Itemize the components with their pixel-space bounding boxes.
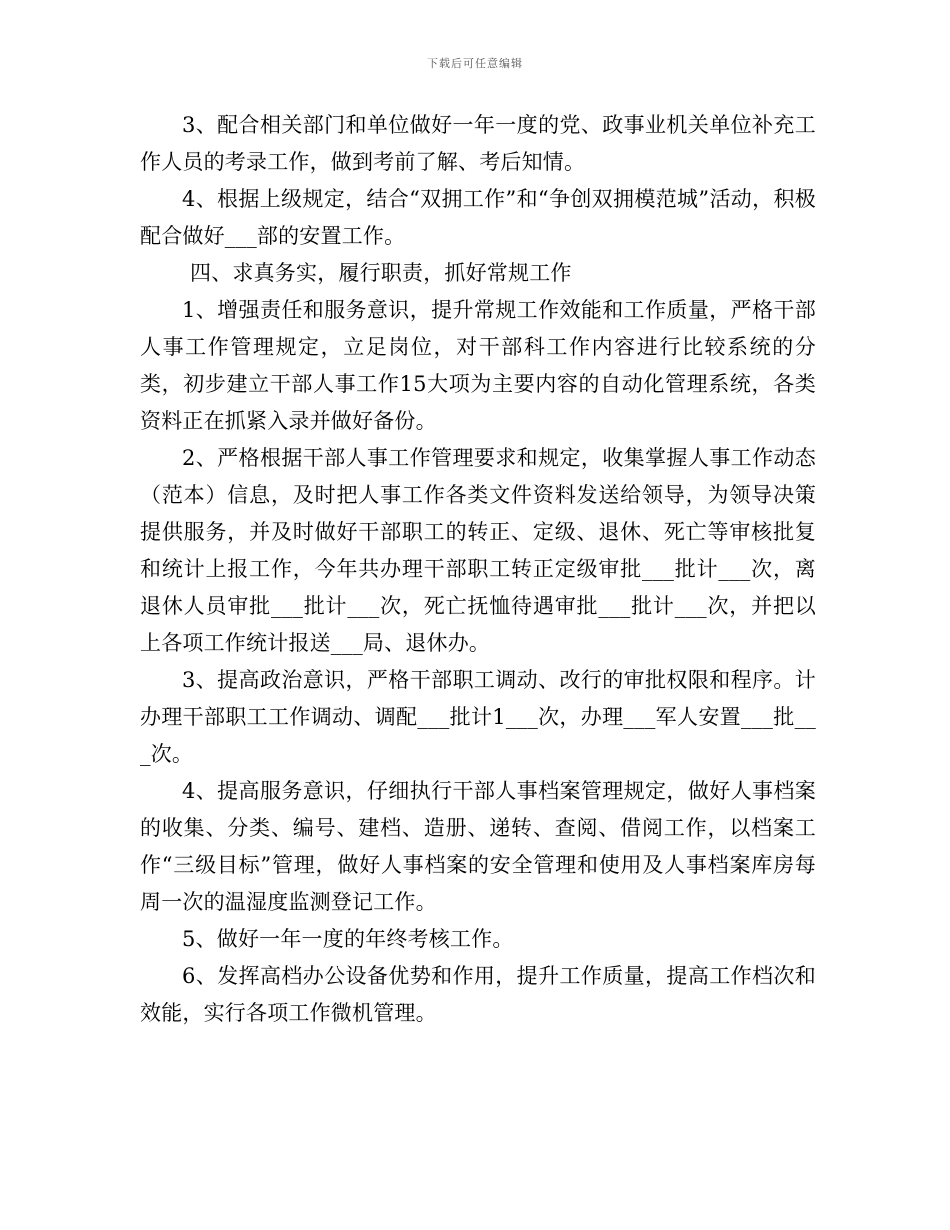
section-heading-four: 四、求真务实，履行职责，抓好常规工作: [190, 261, 572, 285]
paragraph-item-4-archives: 4、提高服务意识，仔细执行干部人事档案管理规定，做好人事档案的收集、分类、编号、建档、造册、递转、查阅、借阅工作，以档案工作“三级目标”管理，做好人事档案的安全管理和使用及人事档案库房每周一次的温湿度监测登记工作。: [140, 779, 816, 914]
header-note: 下载后可任意编辑: [427, 57, 523, 70]
paragraph-item-3-recruitment: 3、配合相关部门和单位做好一年一度的党、政事业机关单位补充工作人员的考录工作，做到考前了解、考后知情。: [140, 113, 816, 174]
paragraph-item-1-responsibility: 1、增强责任和服务意识，提升常规工作效能和工作质量，严格干部人事工作管理规定，立足岗位，对干部科工作内容进行比较系统的分类，初步建立干部人事工作15大项为主要内容的自动化管理系统，各类资料正在抓紧入录并做好备份。: [140, 298, 816, 433]
paragraph-item-3-political: 3、提高政治意识，严格干部职工调动、改行的审批权限和程序。计办理干部职工工作调动、调配___批计1___次，办理___军人安置___批___次。: [140, 668, 816, 766]
paragraph-item-5-assessment: 5、做好一年一度的年终考核工作。: [182, 927, 514, 951]
paragraph-item-6-equipment: 6、发挥高档办公设备优势和作用，提升工作质量，提高工作档次和效能，实行各项工作微机管理。: [140, 964, 816, 1025]
paragraph-item-4-placement: 4、根据上级规定，结合“双拥工作”和“争创双拥模范城”活动，积极配合做好___部的安置工作。: [140, 187, 816, 248]
document-body: [140, 107, 816, 1032]
paragraph-item-2-management: 2、严格根据干部人事工作管理要求和规定，收集掌握人事工作动态（范本）信息，及时把人事工作各类文件资料发送给领导，为领导决策提供服务，并及时做好干部职工的转正、定级、退休、死亡等审核批复和统计上报工作，今年共办理干部职工转正定级审批___批计___次，离退休人员审批___批计___次，死亡抚恤待遇审批___批计___次，并把以上各项工作统计报送___局、退休办。: [140, 446, 816, 655]
